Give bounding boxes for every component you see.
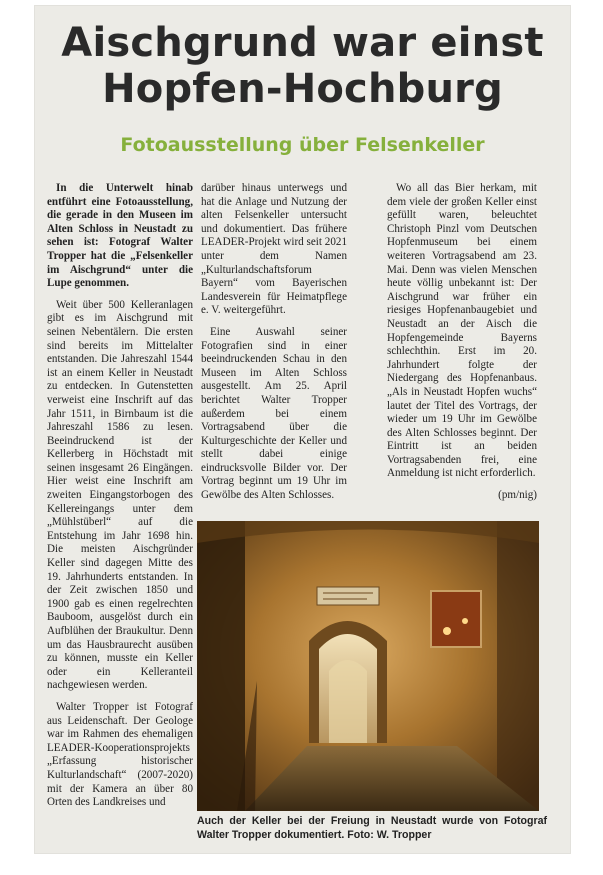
photo-caption: Auch der Keller bei der Freiung in Neustadt wurde von Fotograf Walter Tropper dokumentiert. Foto: W. Tropper [197,815,547,841]
headline-line-2: Hopfen-Hochburg [102,66,503,112]
column-1 [47,182,193,818]
headline-line-1: Aischgrund war einst [61,20,544,66]
body-paragraph: darüber hinaus unterwegs und hat die Anlage und Nutzung der alten Felsenkeller untersucht und dokumentiert. Das frühere LEADER-Projekt wird seit 2021 unter dem Namen „Kulturlandschaftsforum Bayern“ vom Bayerischen Landesverein für Heimatpflege e. V. weitergeführt. [201,182,347,317]
body-paragraph: Wo all das Bier herkam, mit dem viele der großen Keller einst gefüllt waren, beleuchtet Christoph Pinzl vom Deutschen Hopfenmuseum bei einem weiteren Vortragsabend am 23. Mai. Denn was vielen Menschen heute völlig unbekannt ist: Der Aischgrund war früher ein riesiges Hopfenanbaugebiet und Neustadt an der Aisch die Hopfengemeinde Bayerns schlechthin. Erst im 20. Jahrhundert folgte der Niedergang des Hopfenanbaus. „Als in Neustadt Hopfen wuchs“ lautet der Titel des Vortrags, der wieder um 19 Uhr im Gewölbe des Alten Schlosses beginnt. Der Eintritt ist an beiden Vortragsabenden frei, eine Anmeldung ist nicht erforderlich. [387,182,537,480]
lead-paragraph: In die Unterwelt hinab entführt eine Fotoausstellung, die gerade in den Museen im Alten Schloss in Neustadt zu sehen ist: Fotograf Walter Tropper hat die „Felsenkeller im Aischgrund“ unter die Lupe genommen. [47,182,193,290]
body-paragraph: Eine Auswahl seiner Fotografien sind in einer beeindruckenden Schau in den Museen im Alten Schloss ausgestellt. Am 25. April berichtet Walter Tropper außerdem bei einem Vortragsabend über die Kulturgeschichte der Keller und stellt dabei einige eindrucksvolle Bilder vor. Der Vortrag beginnt um 19 Uhr im Gewölbe des Alten Schlosses. [201,325,347,502]
newspaper-clipping [35,6,570,853]
author-signature: (pm/nig) [498,489,537,502]
cellar-photo-image [197,521,539,811]
headline [35,20,570,112]
body-paragraph: Weit über 500 Kelleranlagen gibt es im Aischgrund mit seinen Nebentälern. Die ersten sind bereits im Mittelalter entstanden. Die Jahreszahl 1544 ist an einem Keller in Neustadt zu entdecken. In Gutenstetten verweist eine Inschrift auf das Jahr 1511, in Birnbaum ist die Jahreszahl 1586 zu lesen. Beeindruckend ist der Kellerberg in Höchstadt mit seinen insgesamt 26 Eingängen. Hier weist eine Inschrift am zweiten Eingangstorbogen des Kellereingangs unter dem „Mühlstüberl“ auf die Entstehung im Jahr 1698 hin. Die meisten Aischgründer Keller sind dagegen Mitte des 19. Jahrhunderts entstanden. In der Zeit zwischen 1850 und 1900 gab es einen regelrechten Bauboom, ausgelöst durch ein Aufblühen der Braukultur. Denn um das Hausbraurecht ausüben zu können, musste ein Keller oder ein Kelleranteil nachgewiesen werden. [47,298,193,692]
subheadline: Fotoausstellung über Felsenkeller [120,134,485,156]
body-paragraph: Walter Tropper ist Fotograf aus Leidenschaft. Der Geologe war im Rahmen des ehemaligen LEADER-Kooperationsprojekts „Erfassung historischer Kulturlandschaft“ (2007-2020) mit der Kamera an über 80 Orten des Landkreises und [47,700,193,809]
cellar-photo [197,521,539,811]
column-3 [387,182,537,503]
column-2 [201,182,347,511]
